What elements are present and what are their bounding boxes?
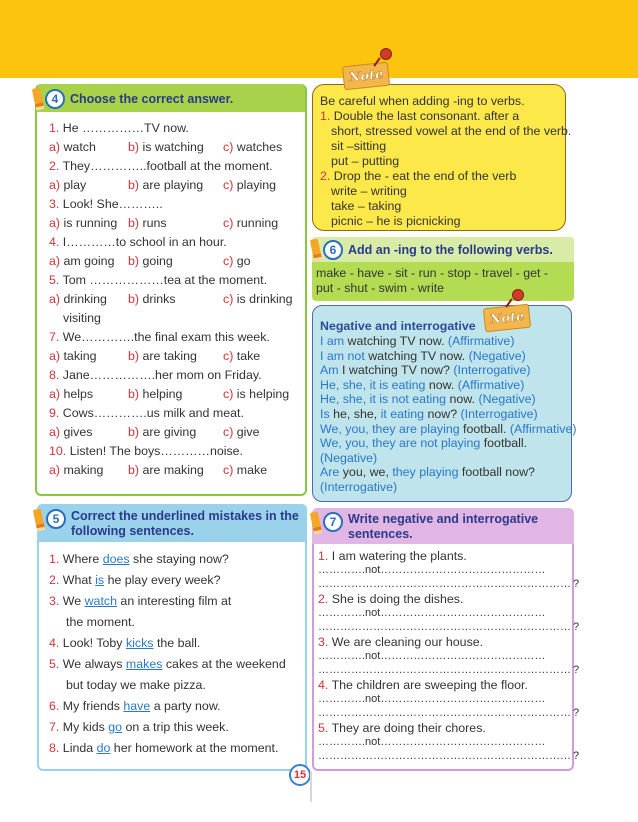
sentence bbox=[318, 549, 467, 564]
question bbox=[49, 444, 243, 459]
example-segment: football. bbox=[480, 436, 528, 451]
option-text: play bbox=[63, 178, 87, 192]
answer-options bbox=[49, 178, 313, 193]
option-letter: b) bbox=[128, 254, 140, 268]
sentence bbox=[318, 721, 486, 736]
sentence-text: a party now. bbox=[150, 699, 221, 713]
answer-option bbox=[128, 178, 223, 193]
sentence-text: she staying now? bbox=[129, 552, 229, 566]
negative-answer-line: ………….not……………………………………… bbox=[318, 736, 546, 748]
question-text: We………….the final exam this week. bbox=[62, 330, 270, 344]
option-text: playing bbox=[236, 178, 277, 192]
example-line bbox=[320, 363, 531, 378]
sentence bbox=[49, 594, 231, 609]
option-letter: a) bbox=[49, 349, 61, 363]
option-letter: a) bbox=[49, 387, 61, 401]
answer-option bbox=[49, 216, 128, 231]
answer-options bbox=[49, 349, 313, 364]
answer-option bbox=[128, 349, 223, 364]
pencil-icon bbox=[310, 511, 322, 534]
option-text: give bbox=[236, 425, 260, 439]
option-letter: b) bbox=[128, 292, 140, 306]
verb-list-line-2: put - shut - swim - write bbox=[316, 281, 445, 295]
question-text: Look! She……….. bbox=[62, 197, 163, 211]
question-mark: ? bbox=[573, 707, 580, 719]
answer-option bbox=[49, 349, 128, 364]
option-letter: b) bbox=[128, 140, 140, 154]
option-letter: c) bbox=[223, 349, 234, 363]
example-segment: (Interrogative) bbox=[453, 363, 531, 378]
option-text: watches bbox=[236, 140, 283, 154]
option-text: runs bbox=[142, 216, 167, 230]
sentence bbox=[49, 573, 221, 588]
question-number: 1. bbox=[49, 121, 60, 135]
example-segment: football now? bbox=[458, 465, 535, 480]
sentence-number: 3. bbox=[49, 594, 60, 608]
answer-option bbox=[223, 387, 313, 402]
sentence-text: My kids bbox=[62, 720, 109, 734]
answer-option bbox=[49, 178, 128, 193]
answer-options bbox=[49, 216, 313, 231]
question-number: 2. bbox=[49, 159, 60, 173]
sentence bbox=[66, 678, 206, 693]
exercise-number: 4 bbox=[45, 89, 65, 109]
example-segment: am not bbox=[326, 348, 365, 363]
sentence bbox=[49, 699, 221, 714]
question-number: 3. bbox=[49, 197, 60, 211]
question bbox=[49, 330, 270, 345]
answer-option bbox=[128, 140, 223, 155]
sentence-number: 4. bbox=[318, 678, 329, 692]
example-segment: he, she, bbox=[329, 407, 381, 421]
example-line bbox=[320, 480, 397, 495]
sentence bbox=[49, 720, 229, 735]
option-text: running bbox=[236, 216, 279, 230]
example-segment: I bbox=[320, 334, 327, 348]
question-text: Jane…………….her mom on Friday. bbox=[62, 368, 262, 382]
example-segment: (Affirmative) bbox=[447, 334, 515, 348]
note-label: Note bbox=[342, 62, 390, 91]
answer-option bbox=[49, 254, 128, 269]
answer-option bbox=[128, 387, 223, 402]
answer-option bbox=[49, 140, 128, 155]
question bbox=[49, 406, 244, 421]
option-text: taking bbox=[63, 349, 97, 363]
example-line bbox=[320, 349, 526, 364]
sentence-text: Look! Toby bbox=[62, 636, 126, 650]
sentence bbox=[49, 741, 278, 756]
underlined-mistake: makes bbox=[125, 657, 163, 671]
sentence-number: 4. bbox=[49, 636, 60, 650]
example-segment: now? bbox=[424, 407, 461, 421]
option-text: take bbox=[236, 349, 261, 363]
answer-option bbox=[128, 425, 223, 440]
option-letter: b) bbox=[128, 178, 140, 192]
sentence-text: but today we make pizza. bbox=[66, 678, 206, 692]
option-letter: c) bbox=[223, 254, 234, 268]
sentence-text: her homework at the moment. bbox=[110, 741, 279, 755]
answer-option bbox=[223, 178, 313, 193]
question-number: 9. bbox=[49, 406, 60, 420]
sentence-text: the ball. bbox=[153, 636, 201, 650]
example-line bbox=[320, 407, 538, 422]
underlined-mistake: kicks bbox=[125, 636, 154, 650]
example-line bbox=[320, 436, 527, 451]
sentence-text: They are doing their chores. bbox=[331, 721, 486, 735]
example-segment: you, we, bbox=[339, 465, 393, 480]
question-text: He ……………TV now. bbox=[62, 121, 189, 135]
option-letter: c) bbox=[223, 216, 234, 230]
question-answer-line bbox=[318, 663, 579, 678]
exercise-5-heading: 5 Correct the underlined mistakes in the following sentences. bbox=[35, 509, 299, 539]
example-line bbox=[320, 451, 377, 466]
sentence-number: 3. bbox=[318, 635, 329, 649]
sentence-number: 8. bbox=[49, 741, 60, 755]
exercise-6-heading: 6 Add an -ing to the following verbs. bbox=[312, 239, 553, 261]
sentence-text: Linda bbox=[62, 741, 97, 755]
example-line bbox=[320, 334, 514, 349]
negative-answer-line: ………….not……………………………………… bbox=[318, 564, 546, 576]
answer-option bbox=[223, 425, 313, 440]
option-letter: b) bbox=[128, 463, 140, 477]
sentence bbox=[49, 636, 200, 651]
example-segment: We, you, they bbox=[320, 421, 399, 436]
sentence-number: 2. bbox=[318, 592, 329, 606]
answer-option bbox=[223, 140, 313, 155]
answer-options bbox=[49, 140, 313, 155]
answer-options bbox=[49, 425, 313, 440]
sentence-text: Where bbox=[62, 552, 103, 566]
answer-option bbox=[223, 349, 313, 364]
sentence bbox=[49, 657, 286, 672]
answer-option bbox=[128, 463, 223, 478]
question-number: 10. bbox=[49, 444, 67, 458]
example-segment: it eating bbox=[380, 407, 425, 421]
pencil-icon bbox=[33, 508, 45, 531]
question bbox=[49, 121, 189, 136]
sentence-text: We are cleaning our house. bbox=[331, 635, 484, 649]
sentence-text: What bbox=[62, 573, 96, 587]
question-mark: ? bbox=[573, 750, 580, 762]
example-segment: now. bbox=[425, 377, 458, 392]
divider bbox=[310, 772, 312, 802]
sentence-text: We bbox=[62, 594, 85, 608]
sentence-text: cakes at the weekend bbox=[162, 657, 286, 671]
sentence-text: an interesting film at bbox=[116, 594, 232, 608]
example-segment: He, she, it bbox=[320, 392, 380, 407]
option-letter: c) bbox=[223, 292, 234, 306]
answer-option bbox=[223, 463, 313, 478]
option-letter: a) bbox=[49, 216, 61, 230]
sentence-text: The children are sweeping the floor. bbox=[331, 678, 528, 692]
question-number: 5. bbox=[49, 273, 60, 287]
sentence-text: I am watering the plants. bbox=[331, 549, 467, 563]
answer-option bbox=[128, 292, 223, 307]
sentence-number: 2. bbox=[49, 573, 60, 587]
example-segment: (Affirmative) bbox=[457, 377, 525, 392]
option-letter: c) bbox=[223, 425, 234, 439]
question-text: I…………to school in an hour. bbox=[62, 235, 227, 249]
answer-option bbox=[49, 463, 128, 478]
answer-option bbox=[128, 254, 223, 269]
question-mark: ? bbox=[573, 621, 580, 633]
exercise-title: Choose the correct answer. bbox=[70, 92, 234, 106]
option-letter: b) bbox=[128, 216, 140, 230]
answer-options bbox=[49, 387, 313, 402]
option-letter: a) bbox=[49, 425, 61, 439]
example-segment: are playing bbox=[398, 421, 460, 436]
answer-option bbox=[49, 425, 128, 440]
underlined-mistake: watch bbox=[84, 594, 117, 608]
pencil-icon bbox=[32, 87, 44, 110]
question bbox=[49, 197, 163, 212]
example-segment: Am bbox=[320, 363, 339, 378]
option-text: drinks bbox=[142, 292, 176, 306]
question-mark: ? bbox=[573, 664, 580, 676]
pin-icon bbox=[380, 48, 392, 60]
option-text: is watching bbox=[142, 140, 204, 154]
dotted-line: …………………………………………………………… bbox=[318, 664, 571, 676]
option-letter: a) bbox=[49, 463, 61, 477]
example-segment: I bbox=[320, 348, 327, 363]
option-letter: c) bbox=[223, 387, 234, 401]
option-text: are taking bbox=[142, 349, 197, 363]
option-letter: c) bbox=[223, 463, 234, 477]
sentence-text: We always bbox=[62, 657, 126, 671]
example-segment: watching TV now. bbox=[344, 334, 448, 348]
option-letter: b) bbox=[128, 425, 140, 439]
option-letter: a) bbox=[49, 178, 61, 192]
question-number: 8. bbox=[49, 368, 60, 382]
dotted-line: …………………………………………………………… bbox=[318, 707, 571, 719]
pin-icon bbox=[512, 289, 524, 301]
note-intro: Be careful when adding -ing to verbs. bbox=[320, 94, 525, 108]
note-2-label: Note bbox=[483, 304, 531, 333]
answer-options bbox=[49, 254, 313, 269]
top-banner bbox=[0, 0, 638, 78]
option-text: is drinking bbox=[236, 292, 293, 306]
example-segment: (Negative) bbox=[478, 392, 536, 407]
option-text: drinking bbox=[63, 292, 107, 306]
sentence bbox=[318, 592, 463, 607]
example-segment: are not playing bbox=[398, 436, 481, 451]
question bbox=[49, 273, 267, 288]
sentence-number: 5. bbox=[318, 721, 329, 735]
example-segment: is eating bbox=[379, 377, 426, 392]
answer-option-continuation: visiting bbox=[63, 311, 101, 325]
example-segment: Is bbox=[320, 407, 330, 421]
example-line bbox=[320, 465, 535, 480]
example-segment: I watching TV now? bbox=[338, 363, 454, 378]
example-segment: football. bbox=[459, 421, 510, 436]
pencil-icon bbox=[310, 238, 322, 261]
example-segment: they playing bbox=[392, 465, 459, 480]
example-segment: (Negative) bbox=[320, 450, 378, 465]
option-text: are making bbox=[142, 463, 204, 477]
option-text: go bbox=[236, 254, 251, 268]
example-segment: am bbox=[326, 334, 345, 348]
sentence-text: She is doing the dishes. bbox=[331, 592, 464, 606]
option-letter: a) bbox=[49, 140, 61, 154]
page-number: 15 bbox=[289, 764, 311, 786]
sentence-text: he play every week? bbox=[104, 573, 221, 587]
sentence bbox=[66, 615, 135, 630]
option-text: helps bbox=[63, 387, 94, 401]
question-answer-line bbox=[318, 749, 579, 764]
question bbox=[49, 368, 262, 383]
question-number: 7. bbox=[49, 330, 60, 344]
option-letter: b) bbox=[128, 387, 140, 401]
answer-option bbox=[49, 387, 128, 402]
dotted-line: …………………………………………………………… bbox=[318, 621, 571, 633]
negative-answer-line: ………….not……………………………………… bbox=[318, 693, 546, 705]
dotted-line: …………………………………………………………… bbox=[318, 578, 571, 590]
underlined-mistake: have bbox=[123, 699, 151, 713]
option-letter: a) bbox=[49, 292, 61, 306]
option-text: making bbox=[63, 463, 104, 477]
question-answer-line bbox=[318, 706, 579, 721]
option-text: are giving bbox=[142, 425, 197, 439]
question-text: Listen! The boys…………noise. bbox=[69, 444, 244, 458]
option-text: helping bbox=[142, 387, 183, 401]
option-text: am going bbox=[63, 254, 115, 268]
example-line bbox=[320, 378, 524, 393]
answer-options bbox=[49, 292, 313, 307]
option-text: make bbox=[236, 463, 268, 477]
sentence-text: My friends bbox=[62, 699, 124, 713]
question bbox=[49, 159, 273, 174]
answer-option bbox=[223, 292, 313, 307]
option-text: watch bbox=[63, 140, 96, 154]
option-letter: c) bbox=[223, 178, 234, 192]
example-line bbox=[320, 392, 536, 407]
answer-option bbox=[223, 254, 313, 269]
option-text: are playing bbox=[142, 178, 204, 192]
example-segment: watching TV now. bbox=[364, 348, 469, 363]
question-answer-line bbox=[318, 577, 579, 592]
option-letter: b) bbox=[128, 349, 140, 363]
sentence bbox=[49, 552, 229, 567]
question-text: They…………..football at the moment. bbox=[62, 159, 273, 173]
question-number: 4. bbox=[49, 235, 60, 249]
question-text: Cows………….us milk and meat. bbox=[62, 406, 244, 420]
answer-option bbox=[128, 216, 223, 231]
example-segment: (Affirmative) bbox=[509, 421, 577, 436]
example-line bbox=[320, 422, 576, 437]
option-text: is running bbox=[63, 216, 118, 230]
underlined-mistake: do bbox=[96, 741, 111, 755]
sentence bbox=[318, 678, 528, 693]
example-segment: now. bbox=[446, 392, 479, 407]
sentence-text: the moment. bbox=[66, 615, 135, 629]
example-segment: is not eating bbox=[379, 392, 447, 407]
exercise-4-heading bbox=[34, 88, 233, 110]
answer-option bbox=[49, 292, 128, 307]
negative-answer-line: ………….not……………………………………… bbox=[318, 650, 546, 662]
sentence-number: 7. bbox=[49, 720, 60, 734]
underlined-mistake: is bbox=[95, 573, 105, 587]
option-text: is helping bbox=[236, 387, 290, 401]
option-text: going bbox=[142, 254, 173, 268]
underlined-mistake: go bbox=[108, 720, 123, 734]
sentence-number: 1. bbox=[318, 549, 329, 563]
option-text: gives bbox=[63, 425, 93, 439]
option-letter: a) bbox=[49, 254, 61, 268]
example-segment: Are bbox=[320, 465, 340, 480]
underlined-mistake: does bbox=[102, 552, 130, 566]
negative-answer-line: ………….not……………………………………… bbox=[318, 607, 546, 619]
sentence-number: 6. bbox=[49, 699, 60, 713]
question-mark: ? bbox=[573, 578, 580, 590]
example-segment: He, she, it bbox=[320, 377, 380, 392]
verb-list-line-1: make - have - sit - run - stop - travel - get - bbox=[316, 266, 549, 280]
question bbox=[49, 235, 227, 250]
exercise-7-heading: 7 Write negative and interrogative sentences. bbox=[312, 512, 538, 542]
example-segment: We, you, they bbox=[320, 436, 399, 451]
question-text: Tom ………………tea at the moment. bbox=[62, 273, 268, 287]
answer-options bbox=[49, 463, 313, 478]
answer-option bbox=[223, 216, 313, 231]
sentence-number: 1. bbox=[49, 552, 60, 566]
sentence-number: 5. bbox=[49, 657, 60, 671]
note-2-title: Negative and interrogative bbox=[320, 319, 476, 333]
sentence bbox=[318, 635, 483, 650]
option-letter: c) bbox=[223, 140, 234, 154]
example-segment: (Interrogative) bbox=[320, 480, 398, 494]
question-answer-line bbox=[318, 620, 579, 635]
dotted-line: …………………………………………………………… bbox=[318, 750, 571, 762]
sentence-text: on a trip this week. bbox=[122, 720, 229, 734]
example-segment: (Interrogative) bbox=[460, 407, 538, 421]
example-segment: (Negative) bbox=[468, 348, 526, 363]
